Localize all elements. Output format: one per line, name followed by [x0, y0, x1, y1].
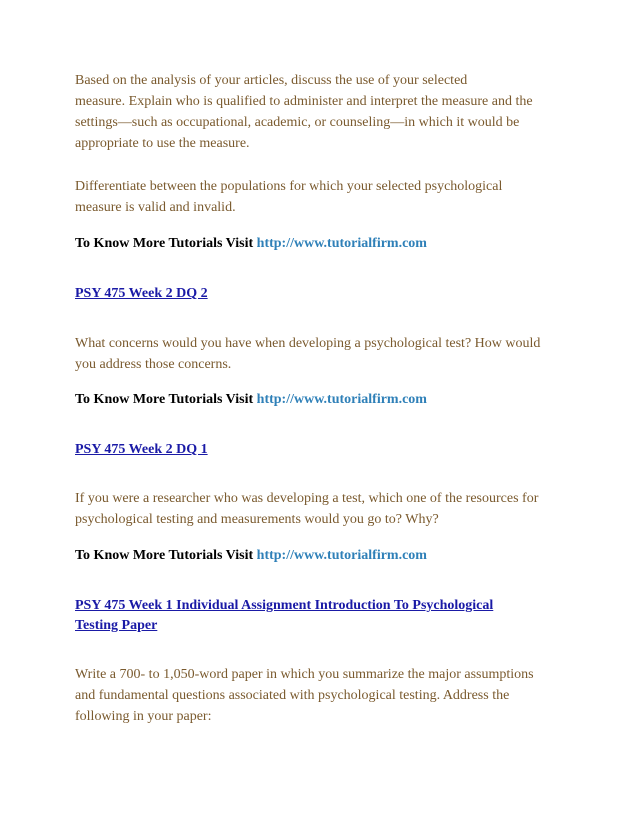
- section-heading-week2-dq1[interactable]: [75, 440, 208, 460]
- week2-dq2-paragraph: [75, 333, 575, 375]
- visit-line-2: [75, 390, 427, 410]
- visit-prefix: To Know More Tutorials Visit: [75, 392, 254, 407]
- visit-url-link[interactable]: http://www.tutorialfirm.com: [256, 236, 427, 251]
- text-line: appropriate to use the measure.: [75, 136, 250, 151]
- heading-line[interactable]: PSY 475 Week 2 DQ 2: [75, 286, 208, 301]
- heading-line[interactable]: PSY 475 Week 2 DQ 1: [75, 442, 208, 457]
- visit-line-1: [75, 234, 427, 254]
- heading-line[interactable]: PSY 475 Week 1 Individual Assignment Introduction To Psychological: [75, 598, 494, 613]
- text-line: Differentiate between the populations for which your selected psychological: [75, 179, 503, 194]
- week1-assignment-paragraph: [75, 664, 575, 727]
- text-line: measure. Explain who is qualified to administer and interpret the measure and the: [75, 94, 533, 109]
- differentiate-paragraph: [75, 176, 575, 218]
- text-line: settings—such as occupational, academic, or counseling—in which it would be: [75, 115, 520, 130]
- visit-prefix: To Know More Tutorials Visit: [75, 236, 254, 251]
- text-line: measure is valid and invalid.: [75, 200, 236, 215]
- visit-url-link[interactable]: http://www.tutorialfirm.com: [256, 548, 427, 563]
- intro-paragraph: [75, 70, 575, 154]
- text-line: and fundamental questions associated with psychological testing. Address the: [75, 688, 510, 703]
- text-line: What concerns would you have when developing a psychological test? How would: [75, 336, 541, 351]
- text-line: Based on the analysis of your articles, discuss the use of your selected: [75, 73, 468, 88]
- visit-url-link[interactable]: http://www.tutorialfirm.com: [256, 392, 427, 407]
- heading-line[interactable]: Testing Paper: [75, 618, 158, 633]
- visit-line-3: [75, 546, 427, 566]
- text-line: psychological testing and measurements would you go to? Why?: [75, 512, 439, 527]
- section-heading-week2-dq2[interactable]: [75, 284, 208, 304]
- section-heading-week1-assignment[interactable]: [75, 596, 493, 636]
- text-line: Write a 700- to 1,050-word paper in which you summarize the major assumptions: [75, 667, 534, 682]
- text-line: following in your paper:: [75, 709, 212, 724]
- text-line: If you were a researcher who was developing a test, which one of the resources for: [75, 491, 539, 506]
- visit-prefix: To Know More Tutorials Visit: [75, 548, 254, 563]
- week2-dq1-paragraph: [75, 488, 575, 530]
- text-line: you address those concerns.: [75, 357, 232, 372]
